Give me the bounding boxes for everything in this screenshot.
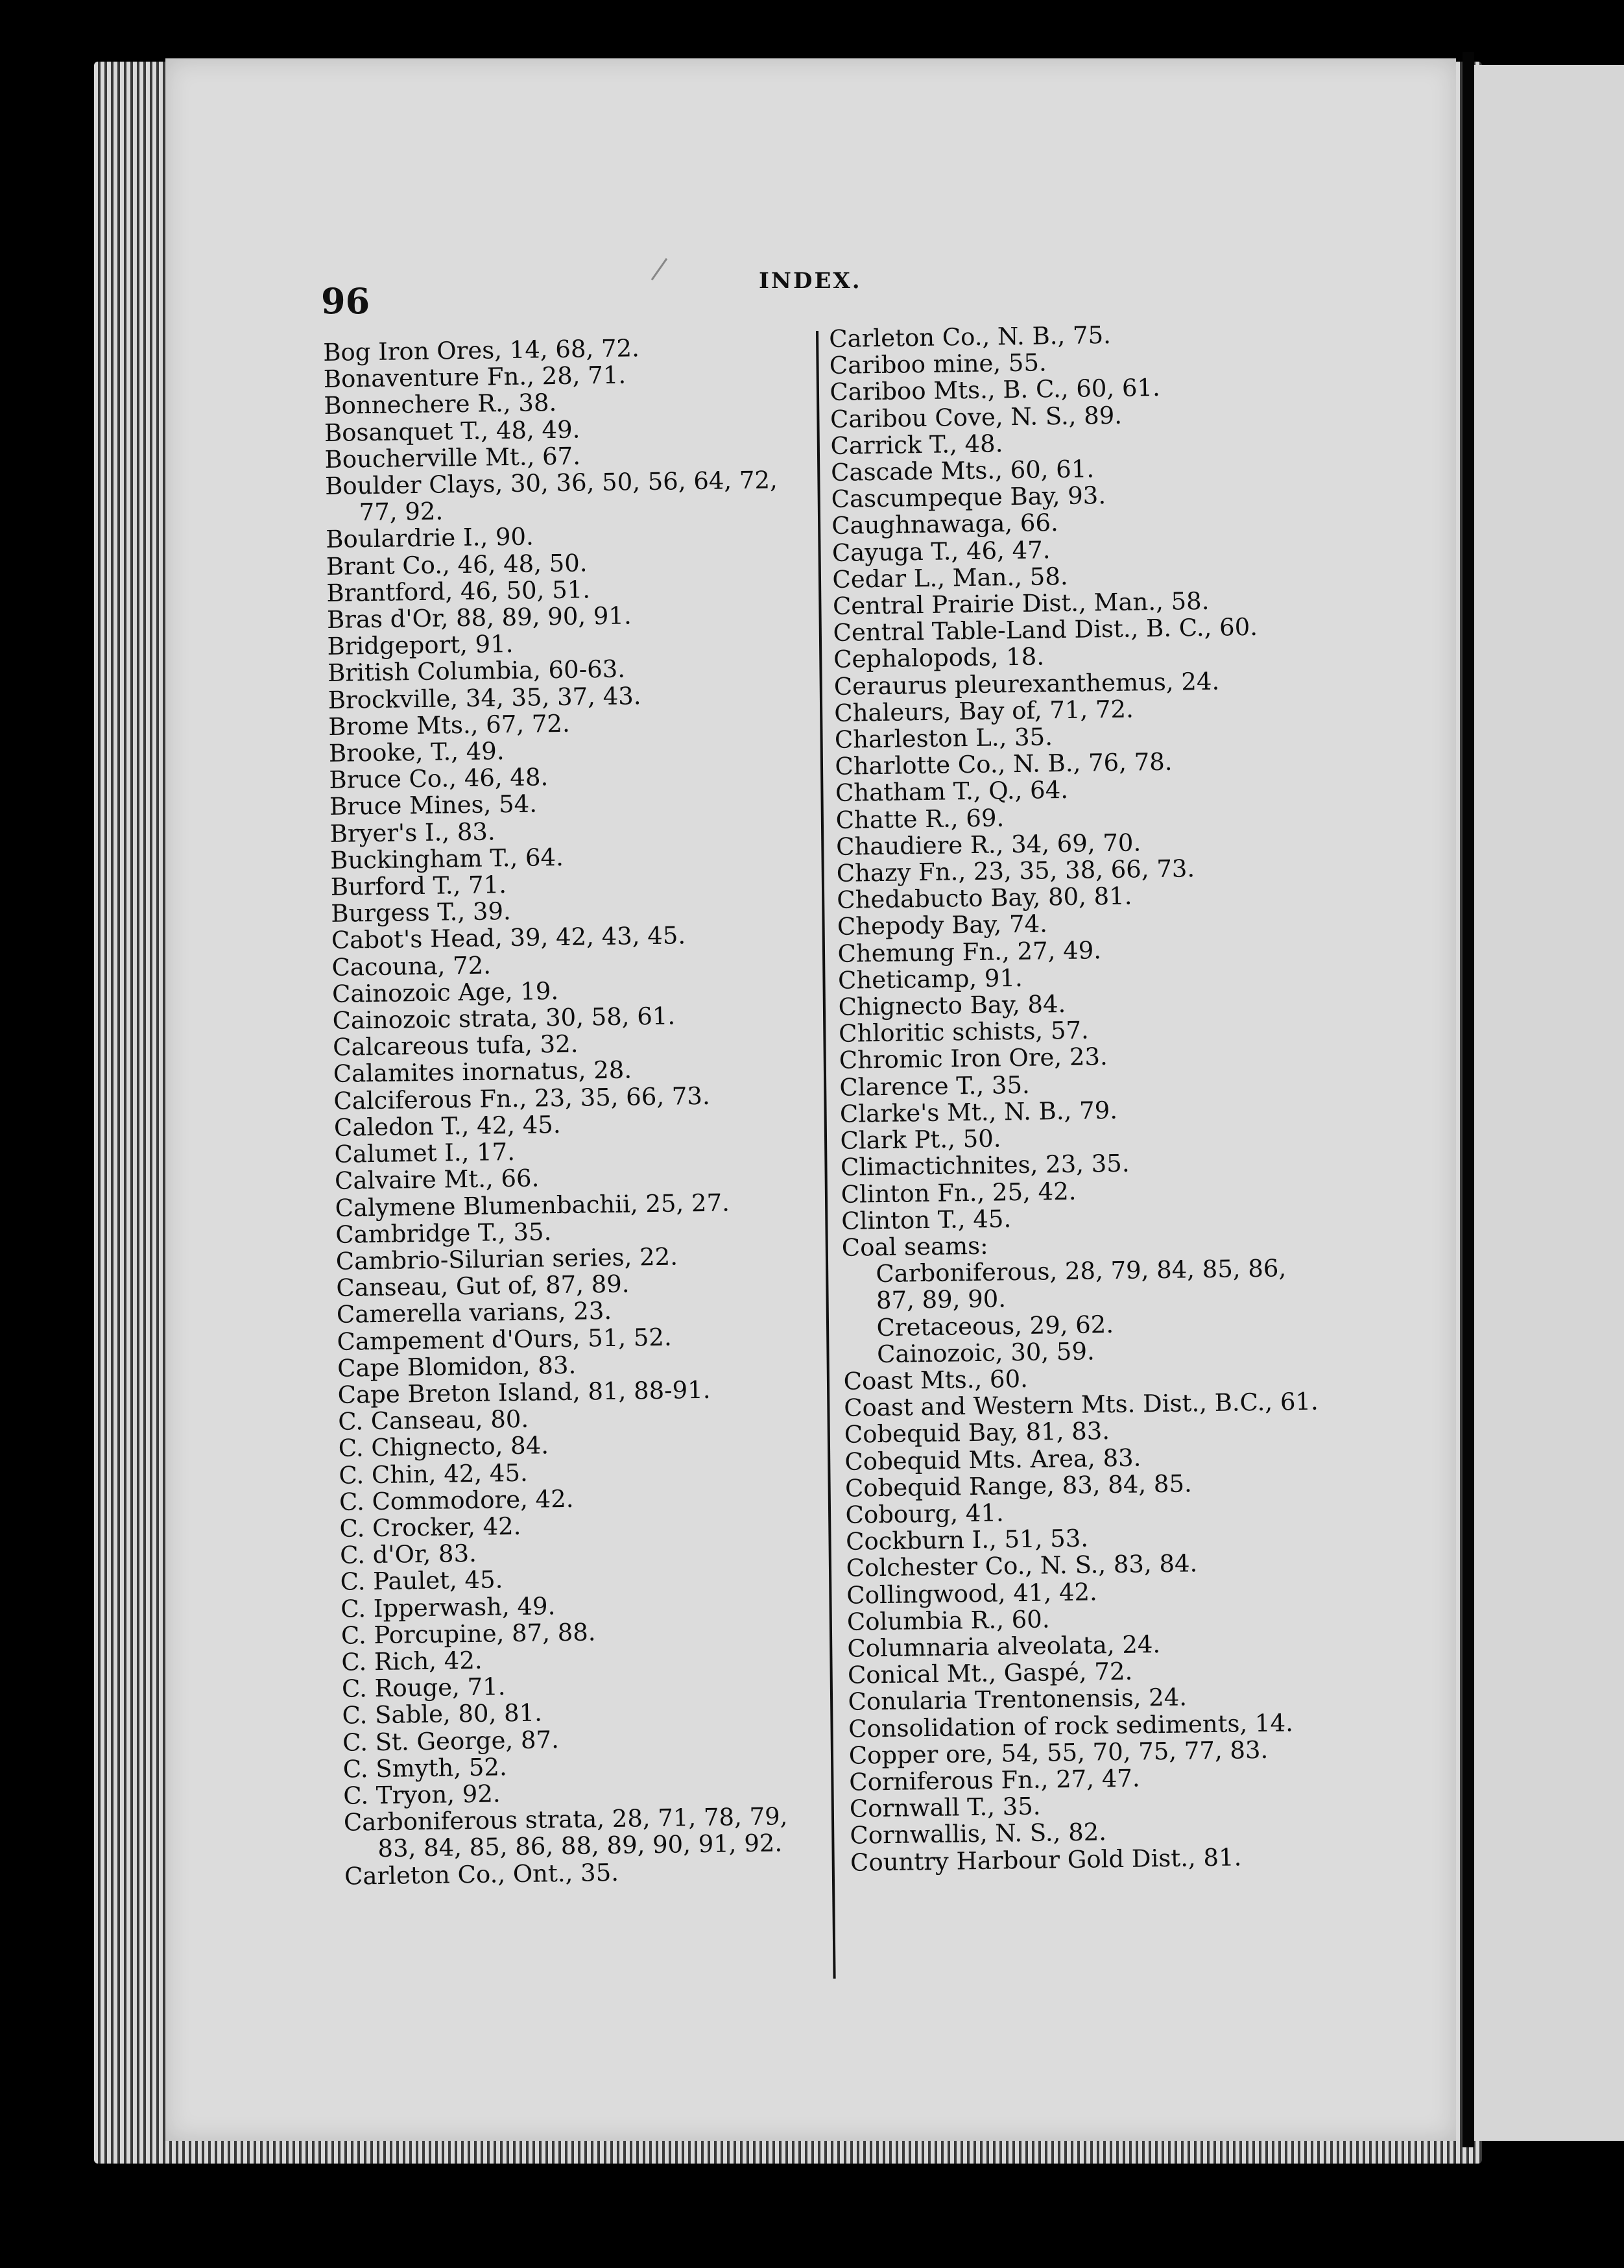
index-entry: Conularia Trentonensis, 24. [848,1683,1188,1717]
page-number: 96 [321,280,370,322]
index-entry: Cornwall T., 35. [849,1792,1041,1823]
index-column-left [323,332,863,1890]
index-entry: Camerella varians, 23. [336,1297,612,1329]
index-entry: Copper ore, 54, 55, 70, 75, 77, 83. [848,1735,1269,1770]
index-entry: Cape Breton Island, 81, 88-91. [337,1375,711,1409]
index-entry: Cascade Mts., 60, 61. [830,455,1095,487]
index-entry: Clarence T., 35. [839,1070,1031,1102]
index-entry: Brockville, 34, 35, 37, 43. [328,681,641,714]
index-entry: 83, 84, 85, 86, 88, 89, 90, 91, 92. [377,1829,783,1863]
index-entry: Burgess T., 39. [331,897,512,928]
index-entry: Bonaventure Fn., 28, 71. [323,361,627,394]
index-entry: Conical Mt., Gaspé, 72. [847,1657,1133,1689]
index-entry: Chemung Fn., 27, 49. [837,935,1102,968]
index-entry: C. Paulet, 45. [340,1565,503,1597]
index-entry: Carboniferous strata, 28, 71, 78, 79, [343,1802,788,1837]
index-entry: Cephalopods, 18. [833,642,1045,674]
index-entry: Clark Pt., 50. [840,1124,1001,1155]
index-entry: Cambridge T., 35. [335,1217,552,1249]
index-entry: Bras d'Or, 88, 89, 90, 91. [326,601,632,634]
index-entry: Boulardrie I., 90. [326,522,534,554]
index-entry: Corniferous Fn., 27, 47. [849,1764,1140,1796]
index-entry: Buckingham T., 64. [329,843,564,875]
index-entry: C. Crocker, 42. [339,1512,521,1543]
index-entry: Bruce Co., 46, 48. [329,763,549,795]
index-entry: Carrick T., 48. [830,429,1003,460]
book-gutter [1463,52,1474,2147]
index-entry: Chepody Bay, 74. [837,910,1048,941]
index-entry: C. d'Or, 83. [339,1539,477,1569]
index-entry: Calymene Blumenbachii, 25, 27. [335,1188,730,1222]
index-entry: Clarke's Mt., N. B., 79. [839,1096,1118,1128]
index-entry: Coast Mts., 60. [843,1364,1029,1395]
index-entry: Bridgeport, 91. [327,630,514,661]
index-entry: Cariboo Mts., B. C., 60, 61. [830,374,1161,407]
index-entry: C. Chin, 42, 45. [339,1458,529,1490]
index-entry: Chloritic schists, 57. [838,1016,1090,1048]
index-entry: Canseau, Gut of, 87, 89. [336,1270,630,1302]
index-entry: Chazy Fn., 23, 35, 38, 66, 73. [836,854,1195,887]
index-entry: Bog Iron Ores, 14, 68, 72. [322,334,640,367]
index-entry: Cacouna, 72. [331,951,492,982]
index-entry: Collingwood, 41, 42. [846,1577,1098,1610]
index-entry: Campement d'Ours, 51, 52. [337,1323,672,1356]
index-entry: C. Canseau, 80. [337,1405,529,1436]
index-entry: C. Porcupine, 87, 88. [340,1618,596,1650]
index-entry: Cascumpeque Bay, 93. [831,481,1106,514]
index-entry: Bonnechere R., 38. [324,389,557,420]
index-entry: Columbia R., 60. [846,1605,1050,1636]
index-entry: Cainozoic strata, 30, 58, 61. [332,1002,676,1035]
index-entry: Chatte R., 69. [835,803,1005,834]
index-entry: Charleston L., 35. [834,723,1053,754]
index-entry: Cayuga T., 46, 47. [831,535,1051,567]
index-entry: Cambrio-Silurian series, 22. [335,1242,678,1275]
index-entry: Cheticamp, 91. [837,963,1023,995]
index-entry: Cobourg, 41. [845,1499,1005,1529]
index-entry: C. St. George, 87. [342,1725,560,1757]
index-entry: Cobequid Mts. Area, 83. [844,1443,1141,1476]
index-entry: C. Chignecto, 84. [338,1431,549,1463]
index-entry: Chedabucto Bay, 80, 81. [837,882,1132,915]
index-entry: Calciferous Fn., 23, 35, 66, 73. [333,1081,710,1115]
index-entry: Chaleurs, Bay of, 71, 72. [834,695,1134,727]
index-entry: Caribou Cove, N. S., 89. [830,401,1123,433]
index-entry: Bosanquet T., 48, 49. [324,415,580,447]
index-entry: Cretaceous, 29, 62. [876,1310,1114,1342]
index-entry: Caledon T., 42, 45. [333,1110,561,1142]
index-entry: Climactichnites, 23, 35. [840,1149,1130,1182]
index-entry: Carleton Co., Ont., 35. [344,1858,619,1890]
index-entry: C. Rouge, 71. [341,1672,506,1703]
index-entry: Cobequid Bay, 81, 83. [844,1417,1110,1449]
index-column-right [829,318,1389,1876]
index-entry: Cockburn I., 51, 53. [845,1524,1089,1556]
index-entry: Country Harbour Gold Dist., 81. [850,1842,1242,1877]
index-entry: Calcareous tufa, 32. [332,1030,579,1062]
index-entry: C. Tryon, 92. [343,1779,501,1810]
index-entry: Ceraurus pleurexanthemus, 24. [833,667,1220,701]
index-entry: Clinton Fn., 25, 42. [841,1177,1077,1209]
index-entry: Calamites inornatus, 28. [333,1056,632,1089]
index-entry: Carboniferous, 28, 79, 84, 85, 86, [876,1254,1287,1288]
index-entry: Chatham T., Q., 64. [835,776,1069,808]
facing-page-edge [1474,65,1624,2141]
index-entry: Colchester Co., N. S., 83, 84. [846,1549,1198,1583]
index-entry: Calumet I., 17. [334,1138,516,1168]
index-entry: Cabot's Head, 39, 42, 43, 45. [331,921,686,955]
index-entry: Caughnawaga, 66. [831,509,1059,540]
index-entry: British Columbia, 60-63. [327,655,626,688]
index-entry: Columnaria alveolata, 24. [847,1630,1161,1663]
index-entry: Charlotte Co., N. B., 76, 78. [835,747,1173,781]
index-entry: C. Ipperwash, 49. [340,1591,556,1623]
index-entry: Boulder Clays, 30, 36, 50, 56, 64, 72, [324,466,778,500]
index-entry: Cornwallis, N. S., 82. [850,1818,1107,1850]
index-entry: Burford T., 71. [330,871,507,901]
index-entry: Brantford, 46, 50, 51. [326,575,591,607]
index-entry: Boucherville Mt., 67. [324,442,581,474]
index-entry: Bruce Mines, 54. [329,790,538,821]
index-entry: Central Prairie Dist., Man., 58. [832,586,1210,620]
index-entry: Brant Co., 46, 48, 50. [326,548,588,581]
index-entry: Coal seams: [841,1231,988,1262]
index-entry: Cape Blomidon, 83. [337,1351,577,1382]
index-entry: C. Smyth, 52. [342,1753,507,1783]
index-entry: Clinton T., 45. [841,1204,1012,1235]
index-entry: Cainozoic Age, 19. [331,976,559,1008]
index-entry: 77, 92. [359,497,444,527]
index-entry: 87, 89, 90. [876,1285,1007,1315]
index-entry: Central Table-Land Dist., B. C., 60. [833,613,1258,647]
index-entry: Bryer's I., 83. [329,817,496,848]
index-entry: Chromic Iron Ore, 23. [839,1043,1108,1075]
running-head: INDEX. [759,268,862,294]
index-entry: Coast and Western Mts. Dist., B.C., 61. [843,1387,1319,1422]
index-entry: Brooke, T., 49. [328,737,505,767]
index-entry: Cainozoic, 30, 59. [876,1337,1095,1368]
index-entry: C. Sable, 80, 81. [342,1698,543,1730]
index-entry: Brome Mts., 67, 72. [328,709,570,741]
index-entry: C. Rich, 42. [341,1646,483,1676]
index-entry: C. Commodore, 42. [339,1484,574,1516]
index-entry: Chaudiere R., 34, 69, 70. [835,828,1141,861]
index-entry: Consolidation of rock sediments, 14. [848,1708,1294,1743]
index-entry: Calvaire Mt., 66. [334,1164,540,1196]
index-entry: Cobequid Range, 83, 84, 85. [844,1469,1192,1502]
index-entry: Cedar L., Man., 58. [832,562,1068,594]
index-entry: Carleton Co., N. B., 75. [828,320,1112,353]
index-entry: Chignecto Bay, 84. [838,990,1066,1021]
index-entry: Cariboo mine, 55. [829,348,1047,380]
